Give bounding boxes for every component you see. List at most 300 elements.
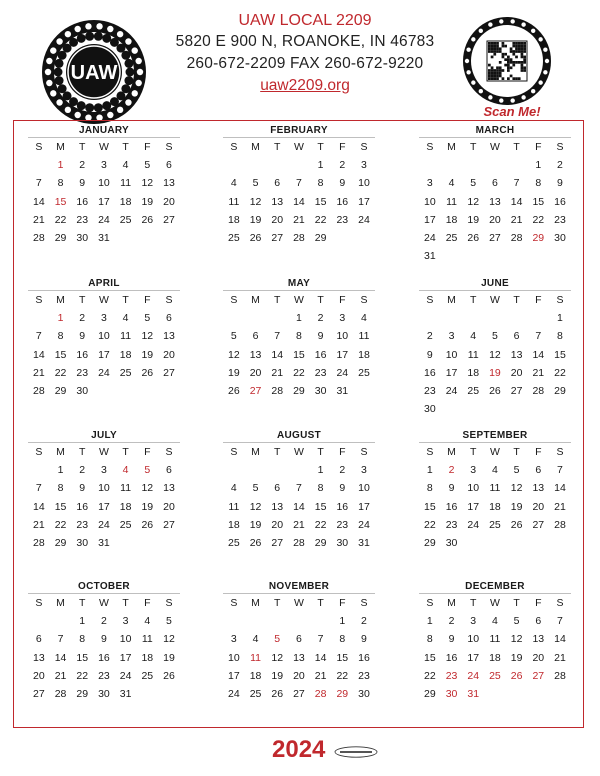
day-cell: 3 — [230, 633, 237, 646]
day-cell: 11 — [120, 330, 132, 343]
weekday-label: W — [293, 141, 304, 153]
day-cell: 2 — [79, 312, 86, 324]
day-grid — [223, 461, 375, 552]
day-cell: 10 — [467, 633, 480, 646]
day-cell: 1 — [317, 464, 324, 476]
empty-cell — [506, 309, 528, 327]
day-grid — [28, 612, 180, 703]
weekday-label: T — [274, 446, 281, 458]
day-cell: 21 — [271, 366, 284, 379]
qr-code-icon[interactable] — [462, 16, 552, 106]
day-cell: 29 — [424, 688, 436, 701]
weekday-label: T — [122, 597, 129, 609]
day-cell: 7 — [295, 482, 302, 495]
day-cell: 27 — [163, 366, 175, 379]
day-cell: 6 — [274, 177, 281, 190]
day-cell: 9 — [100, 633, 107, 646]
holiday-day: 27 — [532, 669, 545, 682]
day-cell: 13 — [271, 195, 284, 208]
empty-cell — [28, 612, 50, 630]
day-cell: 15 — [76, 651, 89, 664]
day-cell: 11 — [228, 500, 240, 513]
weekday-label: F — [144, 294, 151, 306]
holiday-day: 1 — [57, 159, 64, 171]
day-cell: 30 — [314, 385, 327, 398]
empty-cell — [288, 156, 310, 174]
day-cell: 15 — [424, 500, 436, 513]
day-cell: 22 — [54, 213, 67, 226]
weekday-label: S — [426, 597, 434, 609]
day-cell: 10 — [445, 348, 458, 361]
day-cell: 27 — [163, 518, 175, 531]
day-cell: 10 — [119, 633, 132, 646]
weekday-label: F — [535, 141, 542, 153]
day-cell: 20 — [271, 213, 284, 226]
day-cell: 4 — [144, 615, 151, 627]
holiday-day: 25 — [489, 669, 501, 682]
day-grid — [223, 612, 375, 703]
day-cell: 12 — [141, 330, 154, 343]
weekday-label: W — [489, 294, 500, 306]
weekday-label: F — [144, 141, 151, 153]
day-cell: 27 — [293, 688, 305, 701]
holiday-day: 30 — [445, 688, 458, 701]
day-cell: 8 — [57, 330, 64, 343]
empty-cell — [419, 156, 441, 174]
empty-cell — [441, 156, 463, 174]
day-cell: 16 — [98, 651, 110, 664]
header — [0, 0, 600, 118]
day-cell: 6 — [166, 159, 172, 171]
empty-cell — [28, 461, 50, 479]
day-cell: 24 — [98, 518, 110, 531]
day-cell: 12 — [249, 500, 262, 513]
day-cell: 11 — [467, 348, 479, 361]
empty-cell — [266, 612, 288, 630]
union-bug-icon — [334, 746, 378, 758]
day-cell: 4 — [122, 312, 129, 324]
weekday-label: S — [230, 597, 238, 609]
day-cell: 22 — [424, 669, 436, 682]
day-cell: 20 — [271, 518, 284, 531]
day-cell: 17 — [467, 500, 480, 513]
day-cell: 12 — [228, 348, 240, 361]
day-cell: 26 — [163, 669, 175, 682]
day-cell: 29 — [314, 537, 327, 550]
weekday-label: T — [470, 294, 477, 306]
day-cell: 14 — [554, 482, 566, 495]
weekday-label: T — [79, 446, 86, 458]
weekday-label: S — [35, 446, 43, 458]
day-cell: 24 — [358, 518, 370, 531]
weekday-label: T — [513, 294, 520, 306]
day-cell: 24 — [445, 385, 458, 398]
day-cell: 30 — [445, 537, 458, 550]
org-title: UAW LOCAL 2209 — [238, 12, 372, 29]
website-link[interactable]: uaw2209.org — [260, 77, 350, 94]
day-cell: 14 — [33, 195, 45, 208]
day-cell: 17 — [98, 500, 110, 513]
weekday-label: M — [447, 446, 456, 458]
empty-cell — [245, 156, 267, 174]
day-cell: 12 — [163, 633, 175, 646]
weekday-label: T — [274, 294, 281, 306]
day-cell: 10 — [336, 330, 349, 343]
month-title: DECEMBER — [465, 581, 525, 592]
day-cell: 22 — [424, 518, 436, 531]
day-cell: 22 — [54, 518, 67, 531]
day-cell: 13 — [293, 651, 305, 664]
day-cell: 23 — [445, 518, 458, 531]
weekday-label: F — [339, 597, 346, 609]
day-cell: 18 — [141, 651, 154, 664]
weekday-label: T — [470, 597, 477, 609]
day-cell: 28 — [554, 669, 566, 682]
day-cell: 3 — [339, 312, 346, 324]
weekday-header — [28, 593, 180, 612]
weekday-label: S — [35, 141, 43, 153]
day-cell: 20 — [489, 213, 501, 226]
day-cell: 8 — [535, 177, 542, 190]
day-cell: 14 — [554, 633, 566, 646]
day-cell: 10 — [98, 330, 110, 343]
weekday-label: W — [98, 141, 109, 153]
day-cell: 8 — [295, 330, 302, 343]
day-cell: 31 — [336, 385, 349, 398]
day-cell: 13 — [163, 330, 175, 343]
day-cell: 25 — [141, 669, 154, 682]
day-cell: 15 — [424, 651, 436, 664]
day-cell: 9 — [79, 482, 86, 495]
day-cell: 17 — [228, 669, 240, 682]
day-cell: 25 — [228, 537, 240, 550]
day-cell: 13 — [33, 651, 45, 664]
empty-cell — [419, 309, 441, 327]
day-cell: 9 — [339, 482, 346, 495]
empty-cell — [245, 612, 267, 630]
month-october — [28, 580, 180, 703]
day-cell: 26 — [228, 385, 240, 398]
day-cell: 1 — [535, 159, 542, 171]
day-cell: 11 — [228, 195, 240, 208]
day-cell: 12 — [249, 195, 262, 208]
day-cell: 21 — [532, 366, 545, 379]
day-cell: 21 — [293, 518, 305, 531]
weekday-label: S — [165, 597, 173, 609]
day-cell: 26 — [141, 213, 154, 226]
day-cell: 9 — [426, 348, 433, 361]
day-cell: 13 — [532, 633, 545, 646]
org-address: 5820 E 900 N, ROANOKE, IN 46783 — [175, 33, 435, 50]
day-cell: 5 — [513, 615, 520, 627]
day-cell: 16 — [445, 500, 458, 513]
day-cell: 14 — [314, 651, 327, 664]
day-cell: 23 — [554, 213, 566, 226]
month-title: OCTOBER — [78, 581, 130, 592]
day-cell: 15 — [554, 348, 566, 361]
day-cell: 6 — [166, 312, 172, 324]
weekday-label: M — [251, 141, 260, 153]
day-cell: 4 — [491, 464, 498, 476]
holiday-day: 27 — [249, 385, 262, 398]
month-april — [28, 277, 180, 400]
day-cell: 11 — [489, 633, 501, 646]
weekday-header — [223, 137, 375, 156]
day-cell: 30 — [358, 688, 370, 701]
day-cell: 14 — [33, 348, 45, 361]
day-cell: 2 — [79, 159, 86, 171]
day-cell: 9 — [448, 633, 455, 646]
day-cell: 4 — [448, 177, 455, 190]
day-cell: 6 — [274, 482, 281, 495]
scan-me-label: Scan Me! — [483, 104, 541, 119]
day-cell: 17 — [358, 500, 370, 513]
day-cell: 7 — [535, 330, 542, 343]
empty-cell — [28, 156, 50, 174]
day-cell: 23 — [314, 366, 327, 379]
day-grid — [419, 612, 571, 703]
day-cell: 14 — [510, 195, 523, 208]
day-cell: 9 — [79, 330, 86, 343]
day-cell: 31 — [424, 250, 436, 263]
day-cell: 29 — [554, 385, 566, 398]
empty-cell — [441, 309, 463, 327]
day-cell: 5 — [470, 177, 477, 190]
weekday-label: S — [230, 446, 238, 458]
day-grid — [419, 156, 571, 266]
day-cell: 7 — [295, 177, 302, 190]
day-cell: 4 — [230, 177, 237, 190]
day-cell: 12 — [467, 195, 480, 208]
weekday-label: S — [165, 446, 173, 458]
day-cell: 7 — [35, 330, 42, 343]
holiday-day: 19 — [489, 366, 501, 379]
day-cell: 30 — [336, 537, 349, 550]
empty-cell — [266, 461, 288, 479]
day-cell: 28 — [271, 385, 284, 398]
month-title: APRIL — [88, 278, 120, 289]
holiday-day: 29 — [336, 688, 349, 701]
day-cell: 26 — [141, 518, 154, 531]
weekday-label: S — [360, 141, 368, 153]
weekday-label: W — [98, 294, 109, 306]
weekday-label: F — [535, 597, 542, 609]
day-cell: 18 — [119, 500, 132, 513]
day-cell: 20 — [532, 500, 545, 513]
day-cell: 30 — [76, 537, 89, 550]
day-cell: 26 — [249, 232, 262, 245]
day-cell: 29 — [54, 537, 67, 550]
weekday-label: T — [513, 446, 520, 458]
day-cell: 3 — [100, 312, 107, 324]
empty-cell — [223, 309, 245, 327]
weekday-label: T — [513, 597, 520, 609]
day-cell: 23 — [76, 518, 89, 531]
weekday-label: S — [360, 597, 368, 609]
weekday-label: S — [165, 294, 173, 306]
day-cell: 12 — [141, 177, 154, 190]
empty-cell — [506, 156, 528, 174]
day-cell: 6 — [535, 464, 542, 476]
day-cell: 26 — [271, 688, 284, 701]
day-cell: 18 — [358, 348, 370, 361]
holiday-day: 24 — [467, 669, 480, 682]
empty-cell — [484, 309, 506, 327]
weekday-label: W — [489, 446, 500, 458]
day-cell: 27 — [271, 537, 284, 550]
day-cell: 27 — [33, 688, 45, 701]
month-march — [419, 124, 571, 266]
holiday-day: 31 — [467, 688, 480, 701]
weekday-label: S — [165, 141, 173, 153]
empty-cell — [288, 461, 310, 479]
day-grid — [223, 156, 375, 247]
month-title: JULY — [91, 430, 117, 441]
day-cell: 8 — [339, 633, 346, 646]
day-cell: 18 — [445, 213, 458, 226]
day-cell: 14 — [532, 348, 545, 361]
day-cell: 20 — [510, 366, 523, 379]
day-cell: 22 — [76, 669, 89, 682]
day-cell: 12 — [489, 348, 501, 361]
day-grid — [28, 309, 180, 400]
day-cell: 10 — [358, 482, 370, 495]
day-cell: 1 — [57, 464, 64, 476]
empty-cell — [288, 612, 310, 630]
day-cell: 3 — [361, 159, 367, 171]
day-cell: 16 — [76, 195, 89, 208]
day-cell: 16 — [314, 348, 327, 361]
weekday-label: S — [556, 597, 564, 609]
weekday-label: T — [122, 446, 129, 458]
day-cell: 15 — [314, 500, 327, 513]
day-cell: 21 — [314, 669, 327, 682]
weekday-label: T — [513, 141, 520, 153]
day-cell: 6 — [252, 330, 259, 343]
weekday-label: T — [317, 294, 324, 306]
day-cell: 1 — [295, 312, 302, 324]
day-cell: 29 — [314, 232, 327, 245]
day-cell: 31 — [119, 688, 132, 701]
day-cell: 23 — [76, 366, 89, 379]
day-cell: 3 — [100, 159, 107, 171]
day-cell: 24 — [336, 366, 349, 379]
day-cell: 23 — [424, 385, 436, 398]
month-title: FEBRUARY — [270, 125, 328, 136]
day-cell: 30 — [424, 403, 436, 416]
day-cell: 26 — [141, 366, 154, 379]
day-cell: 22 — [554, 366, 566, 379]
holiday-day: 28 — [314, 688, 327, 701]
day-cell: 17 — [119, 651, 132, 664]
holiday-day: 23 — [445, 669, 458, 682]
day-cell: 7 — [35, 482, 42, 495]
weekday-label: W — [293, 294, 304, 306]
empty-cell — [310, 612, 332, 630]
weekday-label: S — [35, 294, 43, 306]
footer — [0, 734, 600, 770]
day-cell: 11 — [489, 482, 501, 495]
day-cell: 18 — [489, 651, 501, 664]
day-cell: 18 — [119, 195, 132, 208]
day-cell: 6 — [295, 633, 302, 646]
day-cell: 10 — [98, 177, 110, 190]
holiday-day: 15 — [54, 195, 67, 208]
day-cell: 19 — [141, 348, 154, 361]
day-cell: 28 — [293, 232, 305, 245]
day-cell: 1 — [317, 159, 324, 171]
day-cell: 31 — [98, 537, 110, 550]
day-cell: 29 — [54, 232, 67, 245]
empty-cell — [50, 612, 72, 630]
day-cell: 24 — [98, 213, 110, 226]
day-cell: 4 — [470, 330, 477, 343]
day-cell: 16 — [76, 500, 89, 513]
day-cell: 12 — [271, 651, 284, 664]
day-cell: 13 — [489, 195, 501, 208]
day-cell: 19 — [249, 213, 262, 226]
weekday-label: S — [556, 294, 564, 306]
holiday-day: 11 — [250, 651, 261, 664]
weekday-header — [419, 137, 571, 156]
weekday-label: T — [470, 141, 477, 153]
day-cell: 27 — [489, 232, 501, 245]
day-cell: 4 — [230, 482, 237, 495]
day-cell: 13 — [271, 500, 284, 513]
day-cell: 24 — [358, 213, 370, 226]
day-cell: 9 — [79, 177, 86, 190]
day-grid — [28, 156, 180, 247]
day-cell: 24 — [424, 232, 436, 245]
day-cell: 6 — [35, 633, 42, 646]
day-cell: 16 — [424, 366, 436, 379]
day-cell: 29 — [424, 537, 436, 550]
month-november — [223, 580, 375, 703]
day-cell: 8 — [317, 177, 324, 190]
day-cell: 9 — [448, 482, 455, 495]
day-cell: 4 — [122, 159, 129, 171]
day-cell: 25 — [119, 366, 132, 379]
day-cell: 31 — [358, 537, 370, 550]
day-cell: 9 — [317, 330, 324, 343]
day-cell: 10 — [358, 177, 370, 190]
weekday-label: M — [56, 294, 65, 306]
day-cell: 8 — [317, 482, 324, 495]
day-cell: 24 — [98, 366, 110, 379]
weekday-label: M — [447, 141, 456, 153]
day-cell: 7 — [557, 464, 563, 476]
empty-cell — [245, 461, 267, 479]
weekday-label: S — [426, 294, 434, 306]
day-cell: 19 — [510, 651, 523, 664]
weekday-header — [28, 137, 180, 156]
holiday-day: 2 — [448, 464, 455, 476]
day-grid — [28, 461, 180, 552]
day-cell: 7 — [57, 633, 64, 646]
weekday-label: S — [360, 294, 368, 306]
day-cell: 26 — [467, 232, 480, 245]
day-cell: 15 — [314, 195, 327, 208]
holiday-day: 5 — [144, 464, 151, 476]
weekday-label: M — [56, 597, 65, 609]
day-cell: 11 — [120, 482, 132, 495]
weekday-label: T — [470, 446, 477, 458]
day-cell: 16 — [445, 651, 458, 664]
month-may — [223, 277, 375, 400]
day-cell: 26 — [489, 385, 501, 398]
day-cell: 19 — [163, 651, 175, 664]
day-cell: 28 — [293, 537, 305, 550]
